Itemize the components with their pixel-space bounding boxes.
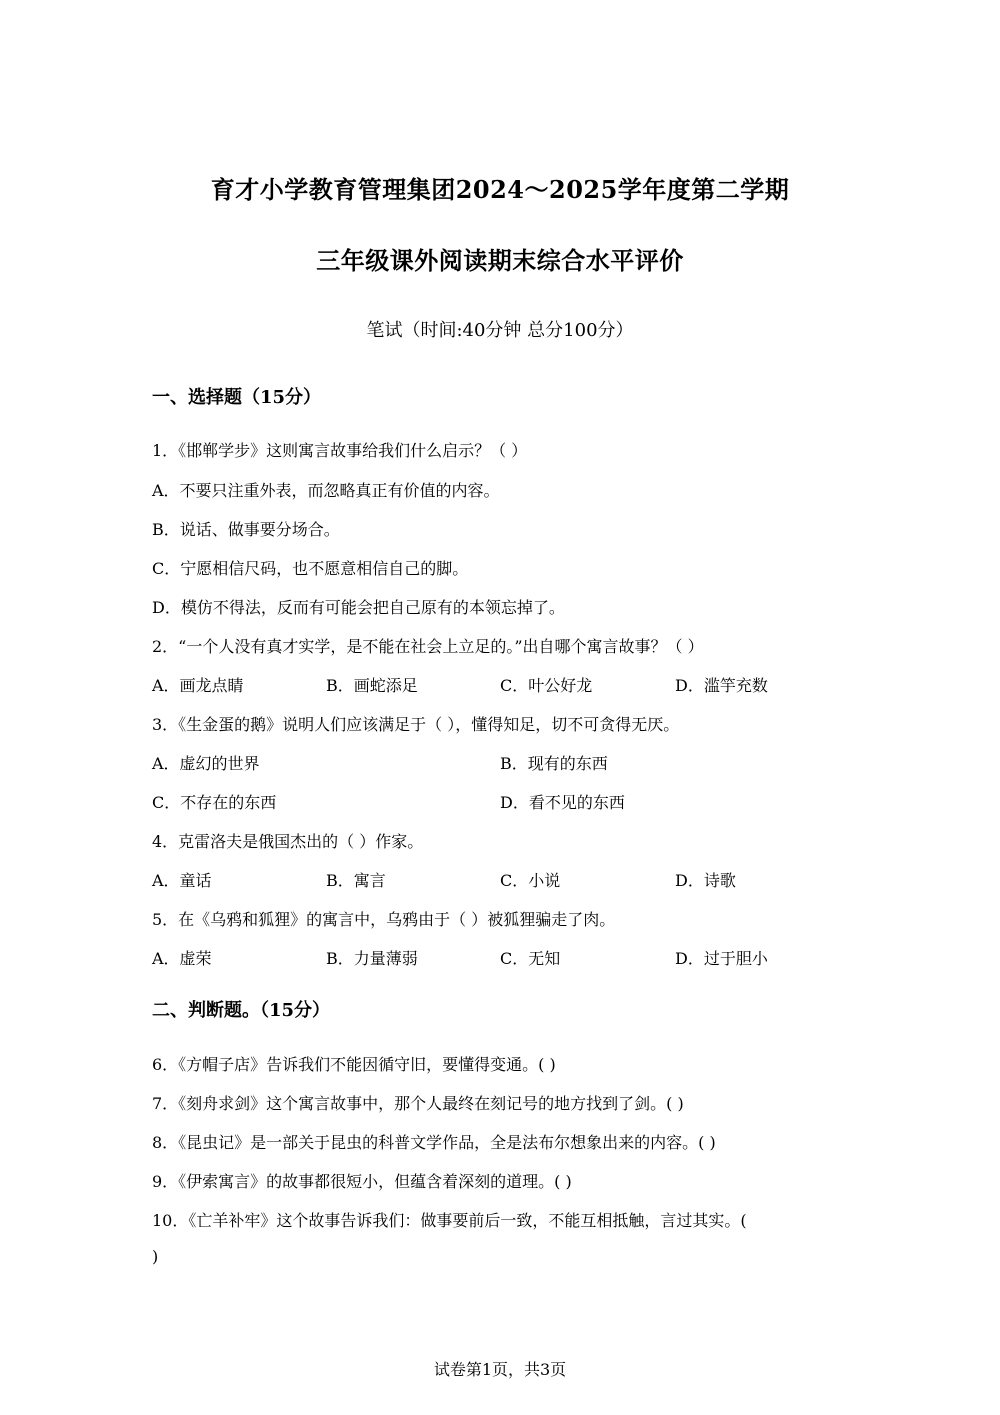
q1-option-a: A．不要只注重外表，而忽略真正有价值的内容。	[152, 481, 500, 500]
exam-info: 笔试（时间:40分钟 总分100分）	[366, 320, 634, 341]
section2-heading: 二、判断题。（15分）	[152, 1000, 331, 1021]
judge-item-10: 10．《亡羊补牢》这个故事告诉我们：做事要前后一致，不能互相抵触，言过其实。(	[152, 1211, 747, 1230]
page-footer: 试卷第1页，共3页	[433, 1360, 567, 1379]
section1-heading: 一、选择题（15分）	[152, 387, 322, 408]
judge-item-8: 8．《昆虫记》是一部关于昆虫的科普文学作品，全是法布尔想象出来的内容。( )	[152, 1133, 716, 1152]
q4-option-a: A．童话	[152, 871, 212, 890]
q5-option-b: B．力量薄弱	[326, 949, 418, 968]
q3-option-a: A．虚幻的世界	[152, 754, 260, 773]
q4-stem: 4．克雷洛夫是俄国杰出的（ ）作家。	[152, 832, 424, 851]
q4-option-d: D．诗歌	[675, 871, 736, 890]
q3-option-c: C．不存在的东西	[152, 793, 277, 812]
q4-option-c: C．小说	[500, 871, 561, 890]
q5-option-c: C．无知	[500, 949, 561, 968]
q5-option-d: D．过于胆小	[675, 949, 768, 968]
q3-option-b: B．现有的东西	[500, 754, 608, 773]
q2-option-b: B．画蛇添足	[326, 676, 418, 695]
q3-option-d: D．看不见的东西	[500, 793, 625, 812]
q1-option-c: C．宁愿相信尺码，也不愿意相信自己的脚。	[152, 559, 469, 578]
q5-stem: 5．在《乌鸦和狐狸》的寓言中，乌鸦由于（ ）被狐狸骗走了肉。	[152, 910, 616, 929]
judge-item-10-close: )	[152, 1247, 159, 1266]
q2-option-c: C．叶公好龙	[500, 676, 593, 695]
q2-stem: 2．“一个人没有真才实学，是不能在社会上立足的。”出自哪个寓言故事？（ ）	[152, 637, 704, 656]
q2-option-d: D．滥竽充数	[675, 676, 768, 695]
q2-option-a: A．画龙点睛	[152, 676, 244, 695]
exam-title-line1: 育才小学教育管理集团2024～2025学年度第二学期	[210, 175, 790, 204]
exam-title-line2: 三年级课外阅读期末综合水平评价	[316, 246, 684, 275]
q4-option-b: B．寓言	[326, 871, 386, 890]
q5-option-a: A．虚荣	[152, 949, 212, 968]
q1-stem: 1．《邯郸学步》这则寓言故事给我们什么启示？（ ）	[152, 441, 528, 460]
q1-option-b: B．说话、做事要分场合。	[152, 520, 340, 539]
judge-item-6: 6．《方帽子店》告诉我们不能因循守旧，要懂得变通。( )	[152, 1055, 556, 1074]
judge-item-9: 9．《伊索寓言》的故事都很短小，但蕴含着深刻的道理。( )	[152, 1172, 572, 1191]
judge-item-7: 7．《刻舟求剑》这个寓言故事中，那个人最终在刻记号的地方找到了剑。( )	[152, 1094, 684, 1113]
q3-stem: 3．《生金蛋的鹅》说明人们应该满足于（ ），懂得知足，切不可贪得无厌。	[152, 715, 680, 734]
q1-option-d: D．模仿不得法，反而有可能会把自己原有的本领忘掉了。	[152, 598, 565, 617]
